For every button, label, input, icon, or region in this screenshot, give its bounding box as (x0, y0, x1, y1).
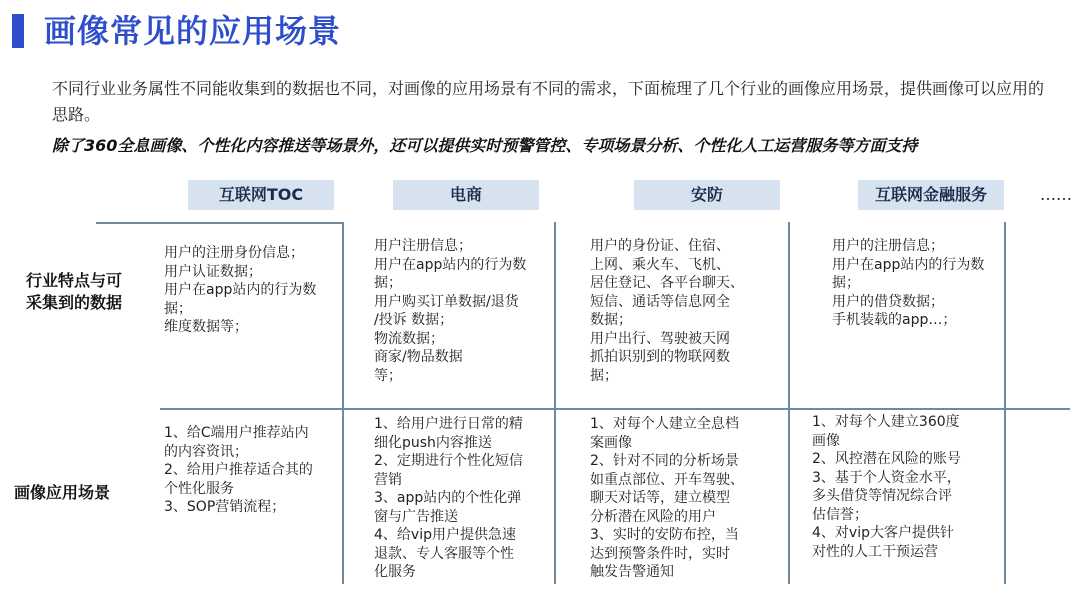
column-header-security: 安防 (634, 180, 780, 210)
row-label-data: 行业特点与可 采集到的数据 (25, 271, 122, 312)
emphasis-text: 除了360全息画像、个性化内容推送等场景外，还可以提供实时预警管控、专项场景分析、个性化人工运营服务等方面支持 (52, 136, 918, 155)
title-accent-bar (12, 14, 24, 48)
cell-scenes-toc: 1、给C端用户推荐站内 的内容资讯； 2、给用户推荐适合其的 个性化服务 3、SOP营销流程； (164, 425, 313, 515)
cell-data-toc: 用户的注册身份信息； 用户认证数据； 用户在app站内的行为数 据； 维度数据等； (164, 245, 317, 335)
column-divider (1004, 222, 1006, 584)
column-divider (554, 222, 556, 584)
row-label-scenes: 画像应用场景 (13, 483, 110, 502)
column-header-toc: 互联网TOC (188, 180, 334, 210)
column-divider (342, 222, 344, 584)
row-separator (160, 408, 1070, 410)
column-header-fintech: 互联网金融服务 (858, 180, 1004, 210)
top-rule (96, 222, 342, 224)
column-header-ecommerce: 电商 (393, 180, 539, 210)
intro-text: 不同行业业务属性不同能收集到的数据也不同，对画像的应用场景有不同的需求，下面梳理了几个行业的画像应用场景，提供画像可以应用的思路。 (52, 79, 1045, 124)
page-title: 画像常见的应用场景 (44, 12, 342, 50)
column-divider (788, 222, 790, 584)
cell-scenes-fintech: 1、对每个人建立360度 画像 2、风控潜在风险的账号 3、基于个人资金水平， 多头借贷等情况综合评 估信誉； 4、对vip大客户提供针 对性的人工干预运营 (812, 414, 961, 560)
cell-data-ecommerce: 用户注册信息； 用户在app站内的行为数 据； 用户购买订单数据/退货 /投诉 数据； 物流数据； 商家/物品数据 等； (374, 238, 527, 384)
cell-scenes-ecommerce: 1、给用户进行日常的精 细化push内容推送 2、定期进行个性化短信 营销 3、app站内的个性化弹 窗与广告推送 4、给vip用户提供急速 退款、专人客服等个性 化服务 (374, 416, 523, 580)
cell-data-fintech: 用户的注册信息； 用户在app站内的行为数 据； 用户的借贷数据； 手机装载的app…； (832, 238, 985, 328)
more-indicator: …… (1040, 185, 1072, 204)
cell-scenes-security: 1、对每个人建立全息档 案画像 2、针对不同的分析场景 如重点部位、开车驾驶、 聊天对话等，建立模型 分析潜在风险的用户 3、实时的安防布控，当 达到预警条件时，实时 触发告警通知 (590, 416, 744, 580)
cell-data-security: 用户的身份证、住宿、 上网、乘火车、飞机、 居住登记、各平台聊天、 短信、通话等信息网全 数据； 用户出行、驾驶被天网 抓拍识别到的物联网数 据； (590, 238, 744, 384)
